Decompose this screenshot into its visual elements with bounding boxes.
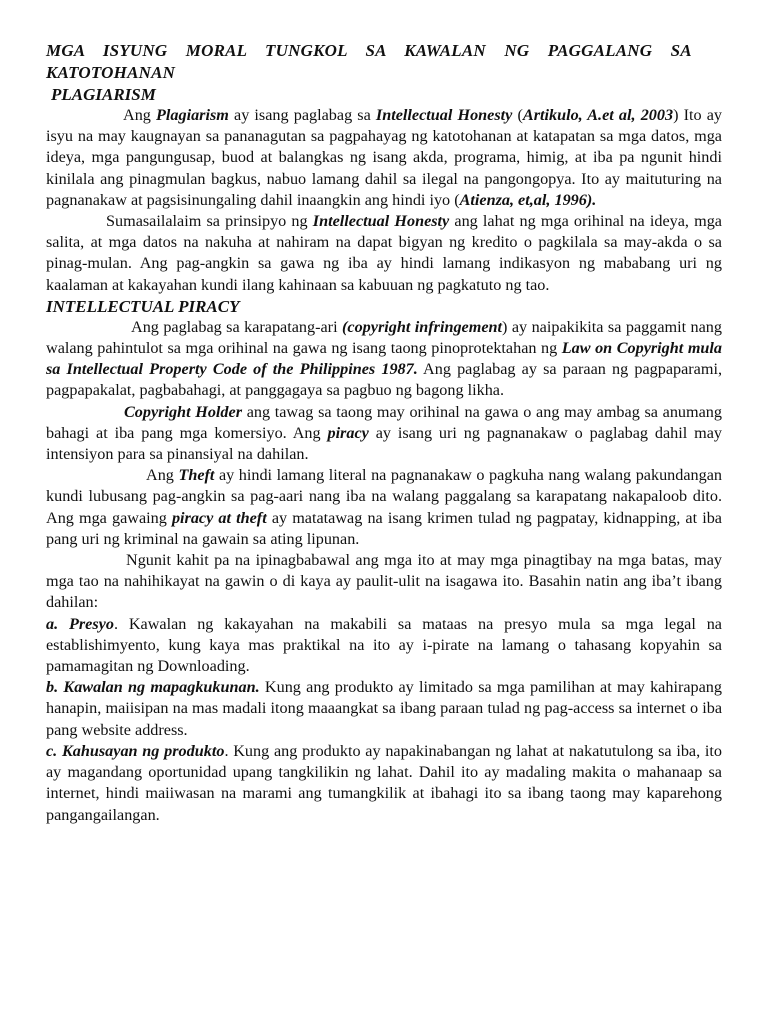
text-run: ) ay naipakikita sa paggamit nang walang pahintulot sa mga orihinal na gawa ng isang taong pinoprotektahan ng (46, 317, 722, 358)
term-plagiarism: Plagiarism (156, 106, 229, 124)
list-item-label: c. Kahusayan ng produkto (46, 741, 225, 760)
text-run: ang tawag sa taong may orihinal na gawa o ang may ambag sa anumang bahagi at iba pang mga komersiyo. Ang (46, 402, 722, 442)
title-line-1: MGA ISYUNG MORAL TUNGKOL SA KAWALAN NG PAGGALANG SA (46, 41, 692, 60)
text-run: ay hindi lamang literal na pagnanakaw o pagkuha nang walang pakundangan kundi lubusang pag-angkin sa pag-aari nang iba na walang paggalang sa karapatang nakapaloob dito. Ang mga gawaing (46, 466, 722, 527)
list-item-presyo (46, 614, 722, 678)
text-run: ay matatawag na isang krimen tulad ng pagpatay, kidnapping, at iba pang uri ng kriminal na gawain sa ating lipunan. (46, 508, 722, 548)
citation-artikulo: Artikulo, A.et al, 2003 (522, 106, 674, 124)
citation-atienza: Atienza, et,al, 1996). (459, 190, 597, 209)
text-run: ) Ito ay isyu na may kaugnayan sa pananagutan sa pagpahayag ng katotohanan at katapatan sa mga datos, mga ideya, mga pangungusap, buod at balangkas ng isang akda, programa, himig, at iba pa ngunit hindi kinilala ang pinagmulan bagkus, nabuo lamang dahil sa ilegal na pangongopya. Ito ay maituturing na pagnanakaw at pagsisinungaling dahil inaangkin ang hindi iyo ( (46, 106, 723, 209)
document-title (46, 40, 722, 84)
text-run: ay isang paglabag sa (228, 106, 376, 124)
term-piracy: piracy (327, 423, 369, 442)
list-item-text: Kung ang produkto ay limitado sa mga pamilihan at may kahirapang hanapin, maiisipan na mas madali itong maaangkat sa ibang paraan tulad ng pag-access sa internet o iba pang website address. (46, 678, 722, 739)
list-item-label: a. Presyo (46, 614, 114, 633)
term-intellectual-honesty: Intellectual Honesty (375, 106, 513, 124)
text-run: ay isang uri ng pagnanakaw o paglabag dahil may intensiyon para sa pinansiyal na dahilan. (46, 423, 723, 464)
section-heading-plagiarism: PLAGIARISM (51, 85, 156, 104)
title-line-2: KATOTOHANAN (46, 63, 176, 82)
paragraph-copyright-infringement (46, 317, 722, 402)
paragraph-plagiarism-definition (46, 105, 722, 211)
paragraph-theft (46, 465, 722, 550)
list-item-kawalan (46, 677, 722, 741)
text-run: Ang paglabag sa karapatang-ari (131, 317, 342, 336)
list-item-kahusayan (46, 741, 722, 826)
list-item-text: . Kawalan ng kakayahan na makabili sa mataas na presyo mula sa mga legal na establishimyento, kung kaya mas praktikal na ito ay i-pirate na lamang o tahasang kopyahin sa pamamagitan ng Downloading. (46, 614, 722, 676)
list-item-label: b. Kawalan ng mapagkukunan. (46, 678, 260, 697)
term-piracy-and-theft: piracy at theft (171, 508, 267, 527)
law-reference: Law on Copyright mula sa Intellectual Property Code of the Philippines 1987. (46, 339, 723, 379)
text-run: Ang (123, 106, 157, 124)
paragraph-reasons-intro: Ngunit kahit pa na ipinagbabawal ang mga ito at may mga pinagtibay na mga batas, may mga tao na nahihikayat na gawin o di kaya ay paulit-ulit na isagawa ito. Basahin natin ang iba’t ibang dahilan: (46, 551, 722, 612)
term-copyright-holder: Copyright Holder (124, 402, 243, 421)
text-run: ang lahat ng mga orihinal na ideya, mga salita, at mga datos na nakuha at nahiram na dapat bigyan ng kredito o pagkilala sa may-akda o sa pinag-mulan. Ang pag-angkin sa gawa ng iba ay hindi lamang indikasyon ng mababang uri ng kaalaman at kakayahan kundi ilang kahinaan sa kabuuan ng pagkatuto ng tao. (46, 212, 722, 294)
term-intellectual-honesty: Intellectual Honesty (312, 212, 450, 231)
paragraph-copyright-holder (46, 402, 722, 466)
list-item-text: . Kung ang produkto ay napakinabangan ng lahat at nakatutulong sa iba, ito ay magandang oportunidad upang tangkilikin ng lahat. Dahil ito ay madaling makita o mahanaap sa internet, hindi maiiwasan na marami ang tumangkilik at ibahagi ito sa ibang taong may kaparehong pangangailangan. (46, 741, 722, 824)
term-copyright-infringement: (copyright infringement (342, 317, 503, 336)
text-run: Ang (146, 466, 179, 485)
text-run: ( (512, 106, 523, 124)
text-run: Sumasailalaim sa prinsipyo ng (106, 212, 313, 231)
term-theft: Theft (178, 466, 215, 485)
paragraph-intellectual-honesty (46, 211, 722, 296)
text-run: Ang paglabag ay sa paraan ng pagpaparami, pagpapakalat, pagbabahagi, at panggagaya sa pagbuo ng bagong likha. (46, 360, 722, 400)
section-heading-intellectual-piracy: INTELLECTUAL PIRACY (46, 296, 240, 316)
